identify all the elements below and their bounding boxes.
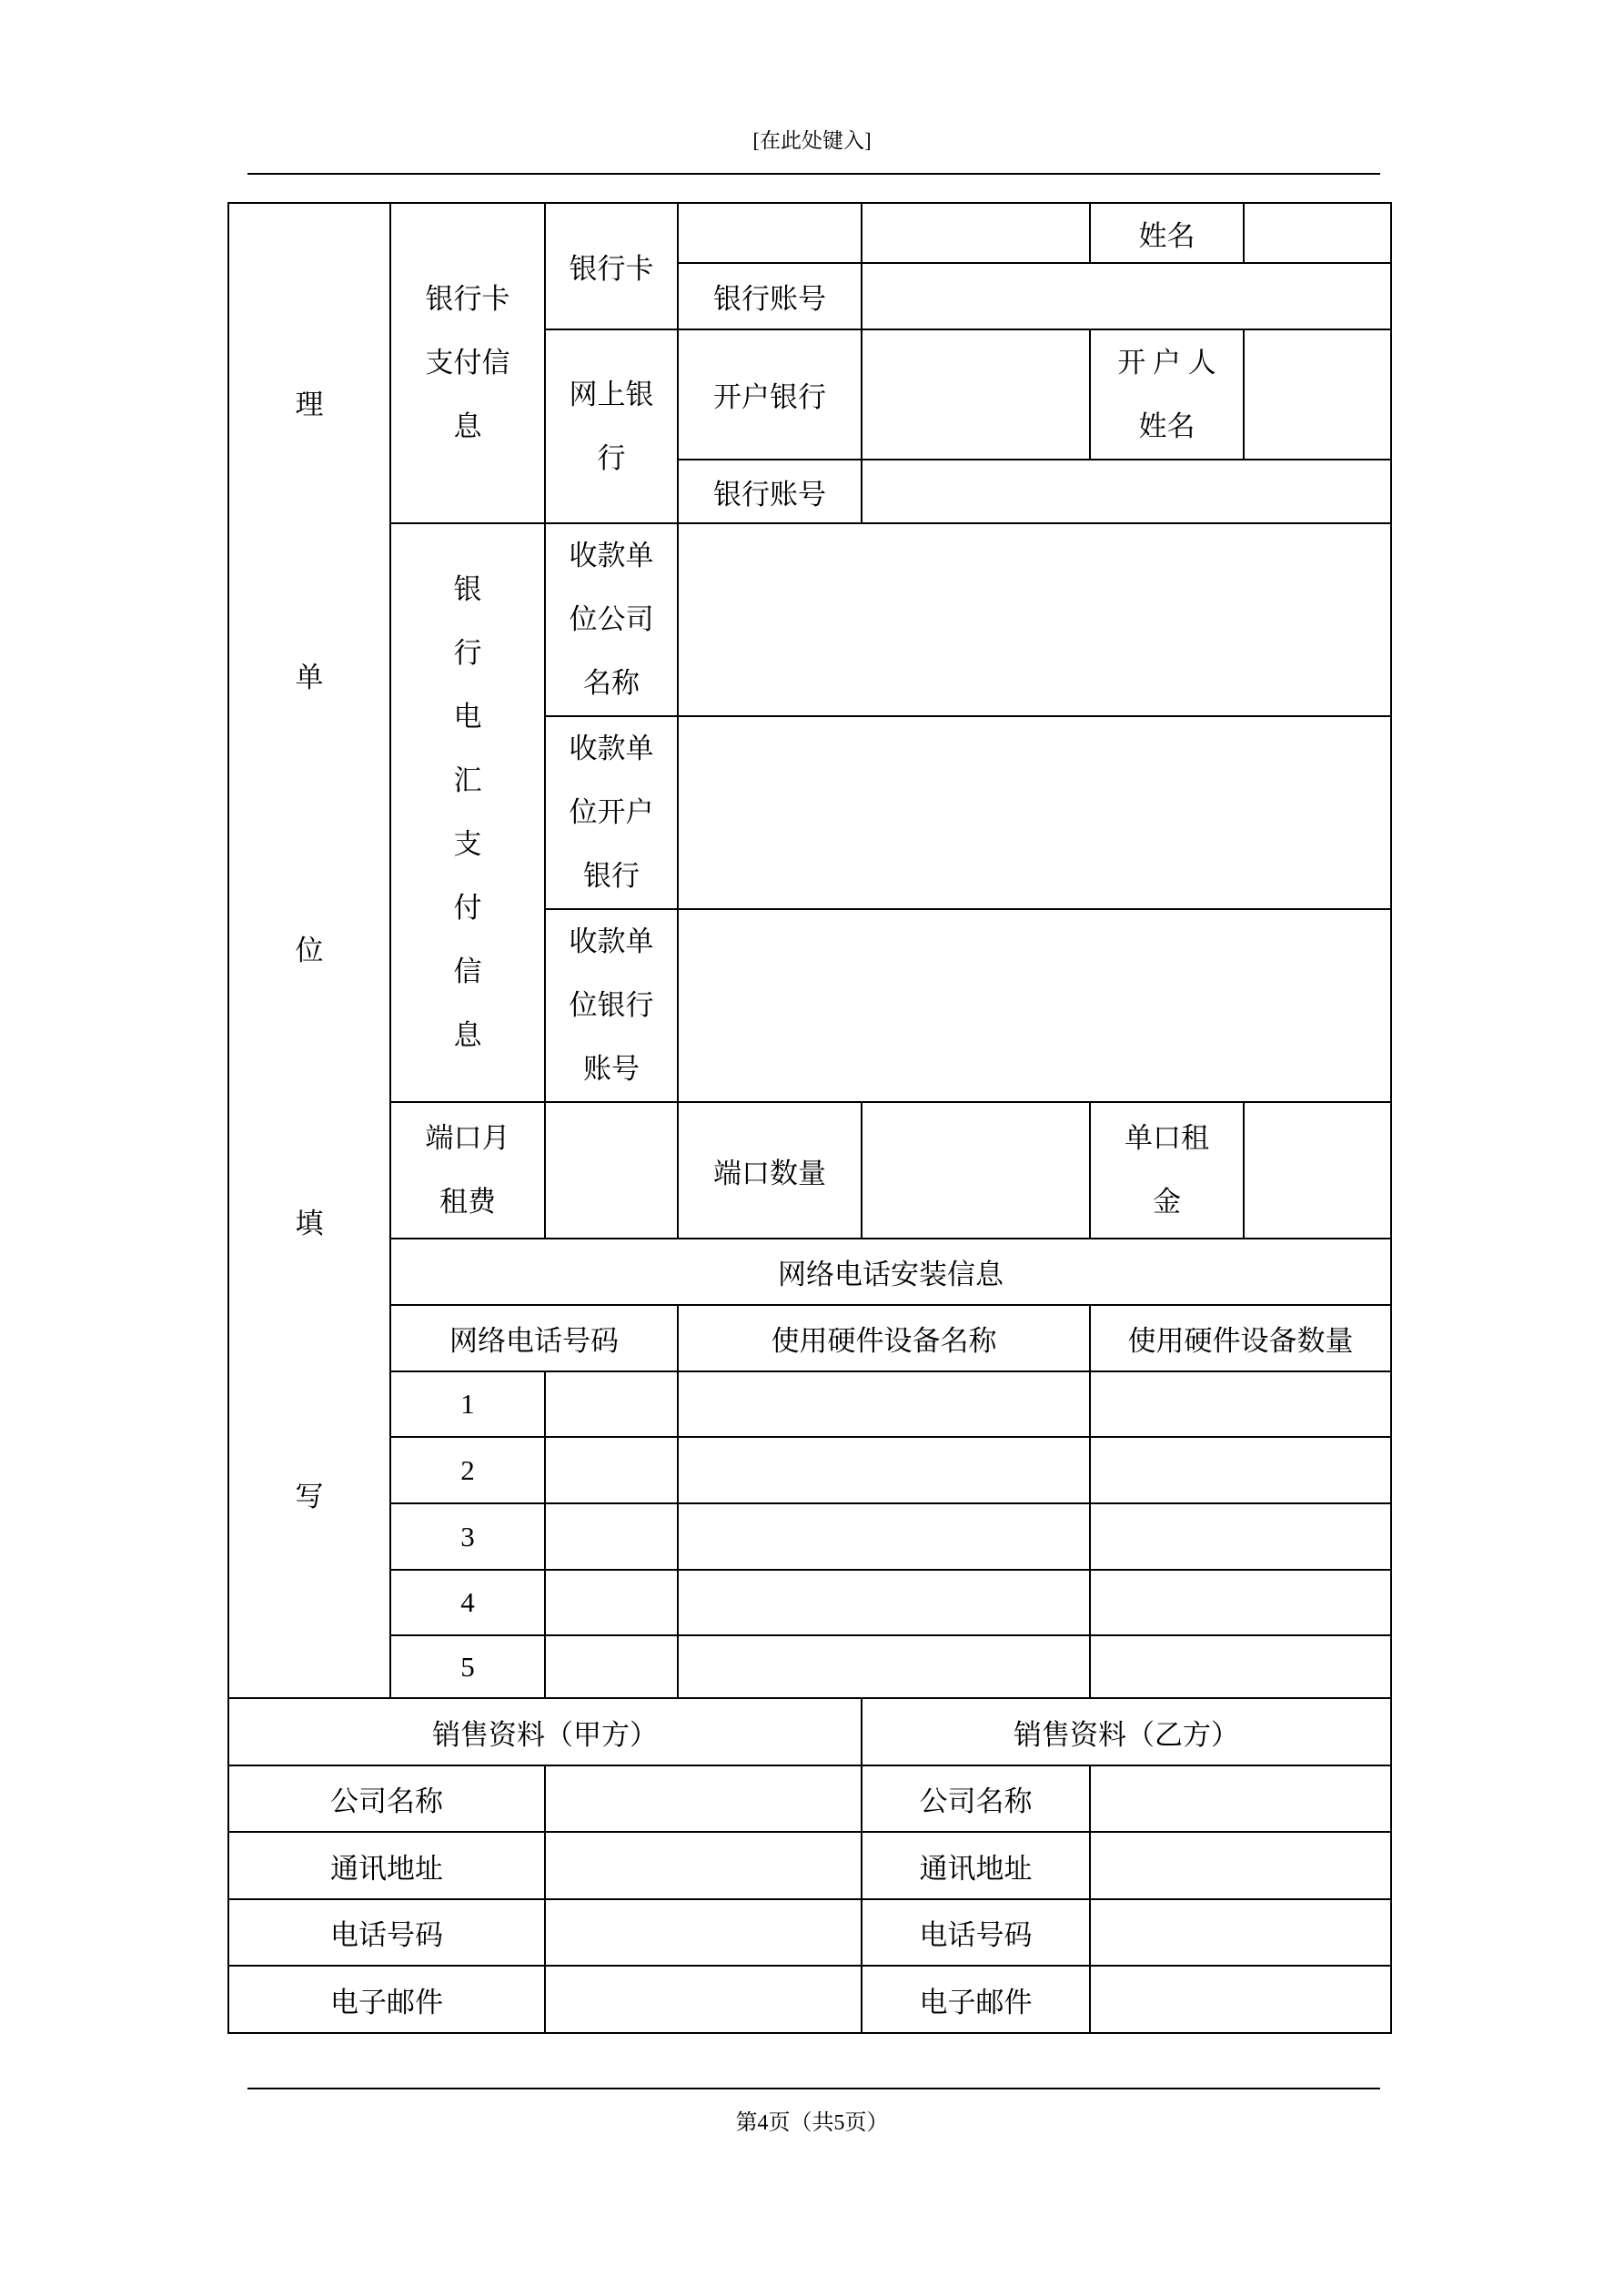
port-monthly-fee-label [391,1107,544,1234]
page-number-text: 第4页（共5页） [735,2111,889,2135]
label-line: 姓名 [1138,410,1195,442]
voip-row [228,1635,1391,1698]
label-char: 息 [453,1019,482,1051]
payee-company-name-value-cell [678,523,1391,716]
label-line: 开 户 人 [1117,346,1216,379]
sales-row [228,1765,1391,1832]
account-holder-name-label [1091,331,1243,459]
online-banking-label [546,363,677,491]
voip-number-value-cell [545,1570,678,1635]
wire-transfer-info-label [391,558,544,1067]
opening-bank-value-cell [862,329,1090,460]
label-line: 支付信 [425,347,510,379]
online-bank-account-value-cell [862,460,1391,523]
hardware-qty-header-cell: 使用硬件设备数量 [1090,1305,1391,1371]
party-b-company-value-cell [1090,1765,1391,1832]
label-line: 银行 [583,860,640,892]
payee-account-label-cell [545,909,678,1102]
document-header [0,125,1624,157]
header-placeholder-text: [在此处键入] [752,129,872,152]
voip-row-index-cell: 3 [390,1503,545,1570]
port-monthly-fee-value-cell [545,1102,678,1239]
hardware-name-value-cell [678,1503,1090,1570]
bank-card-number-value-cell [678,203,862,263]
payee-bank-label-cell [545,716,678,909]
voip-row-index-cell: 2 [390,1437,545,1503]
left-fill-char: 写 [295,1480,324,1512]
voip-number-value-cell [545,1371,678,1437]
payment-form-table [227,202,1392,2034]
voip-row-index-cell: 1 [390,1371,545,1437]
sales-row [228,1966,1391,2033]
left-fill-char: 填 [295,1207,324,1239]
voip-row-index-cell: 4 [390,1570,545,1635]
hardware-name-value-cell [678,1635,1090,1698]
footer-rule [247,2088,1380,2089]
label-char: 信 [453,956,482,987]
party-b-email-value-cell [1090,1966,1391,2033]
card-bank-account-value-cell [862,263,1391,329]
label-line: 收款单 [569,733,654,764]
label-char: 汇 [453,764,482,796]
party-b-company-label-cell: 公司名称 [862,1765,1090,1832]
bank-card-payment-info-label [391,268,544,459]
opening-bank-label-cell: 开户银行 [678,329,862,460]
port-monthly-fee-label-cell [390,1102,545,1239]
label-line: 租费 [439,1186,496,1218]
left-fill-section-label [229,387,389,1515]
party-a-email-label-cell: 电子邮件 [228,1966,545,2033]
label-line: 息 [453,410,482,442]
voip-row-index-cell: 5 [390,1635,545,1698]
party-b-phone-value-cell [1090,1899,1391,1966]
left-fill-section-label-cell [228,203,390,1698]
sales-info-party-a-header-cell: 销售资料（甲方） [228,1698,862,1765]
cardholder-name-label-cell: 姓名 [1090,203,1244,263]
label-line: 收款单 [569,540,654,571]
label-line: 网上银 [569,378,654,410]
bank-card-label-cell: 银行卡 [545,203,678,329]
header-rule [247,173,1380,175]
party-b-address-label-cell: 通讯地址 [862,1832,1090,1899]
party-a-company-label-cell: 公司名称 [228,1765,545,1832]
label-line: 端口月 [425,1122,510,1154]
label-char: 电 [453,701,482,733]
label-line: 行 [597,441,626,474]
left-fill-char: 理 [295,388,324,420]
document-footer [0,2107,1624,2139]
party-a-phone-label-cell: 电话号码 [228,1899,545,1966]
voip-row [228,1570,1391,1635]
voip-row [228,1503,1391,1570]
payee-company-name-label [546,524,677,715]
bank-card-blank-cell [862,203,1090,263]
label-line: 金 [1153,1186,1181,1218]
voip-row [228,1371,1391,1437]
party-a-phone-value-cell [545,1899,862,1966]
voip-install-info-header-cell: 网络电话安装信息 [390,1239,1391,1305]
hardware-name-value-cell [678,1437,1090,1503]
party-a-email-value-cell [545,1966,862,2033]
label-char: 行 [453,637,482,669]
bank-card-payment-info-label-cell [390,203,545,523]
party-b-phone-label-cell: 电话号码 [862,1899,1090,1966]
label-line: 位公司 [569,603,654,635]
label-line: 收款单 [569,925,654,957]
party-a-company-value-cell [545,1765,862,1832]
payee-bank-value-cell [678,716,1391,909]
unit-port-rent-label [1091,1107,1243,1234]
payee-bank-label [546,717,677,908]
sales-row [228,1832,1391,1899]
label-char: 银 [453,573,482,605]
label-char: 付 [453,892,482,924]
payee-company-name-label-cell [545,523,678,716]
hardware-name-value-cell [678,1570,1090,1635]
label-line: 位开户 [569,796,654,828]
account-holder-name-label-cell [1090,329,1244,460]
port-quantity-value-cell [862,1102,1090,1239]
wire-transfer-info-label-cell [390,523,545,1102]
hardware-qty-value-cell [1090,1635,1391,1698]
hardware-qty-value-cell [1090,1371,1391,1437]
hardware-qty-value-cell [1090,1570,1391,1635]
left-fill-char: 单 [295,661,324,693]
voip-number-value-cell [545,1503,678,1570]
hardware-name-header-cell: 使用硬件设备名称 [678,1305,1090,1371]
unit-port-rent-value-cell [1244,1102,1391,1239]
card-bank-account-label-cell: 银行账号 [678,263,862,329]
party-a-address-value-cell [545,1832,862,1899]
party-b-address-value-cell [1090,1832,1391,1899]
label-line: 单口租 [1125,1122,1209,1154]
voip-number-header-cell: 网络电话号码 [390,1305,678,1371]
unit-port-rent-label-cell [1090,1102,1244,1239]
label-line: 名称 [583,667,640,699]
party-a-address-label-cell: 通讯地址 [228,1832,545,1899]
voip-number-value-cell [545,1437,678,1503]
voip-row [228,1437,1391,1503]
payee-account-label [546,910,677,1101]
voip-number-value-cell [545,1635,678,1698]
sales-row [228,1899,1391,1966]
sales-info-party-b-header-cell: 销售资料（乙方） [862,1698,1391,1765]
cardholder-name-value-cell [1244,203,1391,263]
hardware-name-value-cell [678,1371,1090,1437]
online-banking-label-cell [545,329,678,523]
account-holder-name-value-cell [1244,329,1391,460]
hardware-qty-value-cell [1090,1503,1391,1570]
label-line: 银行卡 [425,283,510,315]
label-line: 位银行 [569,989,654,1021]
party-b-email-label-cell: 电子邮件 [862,1966,1090,2033]
hardware-qty-value-cell [1090,1437,1391,1503]
left-fill-char: 位 [295,934,324,966]
payee-account-value-cell [678,909,1391,1102]
online-bank-account-label-cell: 银行账号 [678,460,862,523]
label-char: 支 [453,828,482,860]
label-line: 账号 [583,1053,640,1085]
port-quantity-label-cell: 端口数量 [678,1102,862,1239]
